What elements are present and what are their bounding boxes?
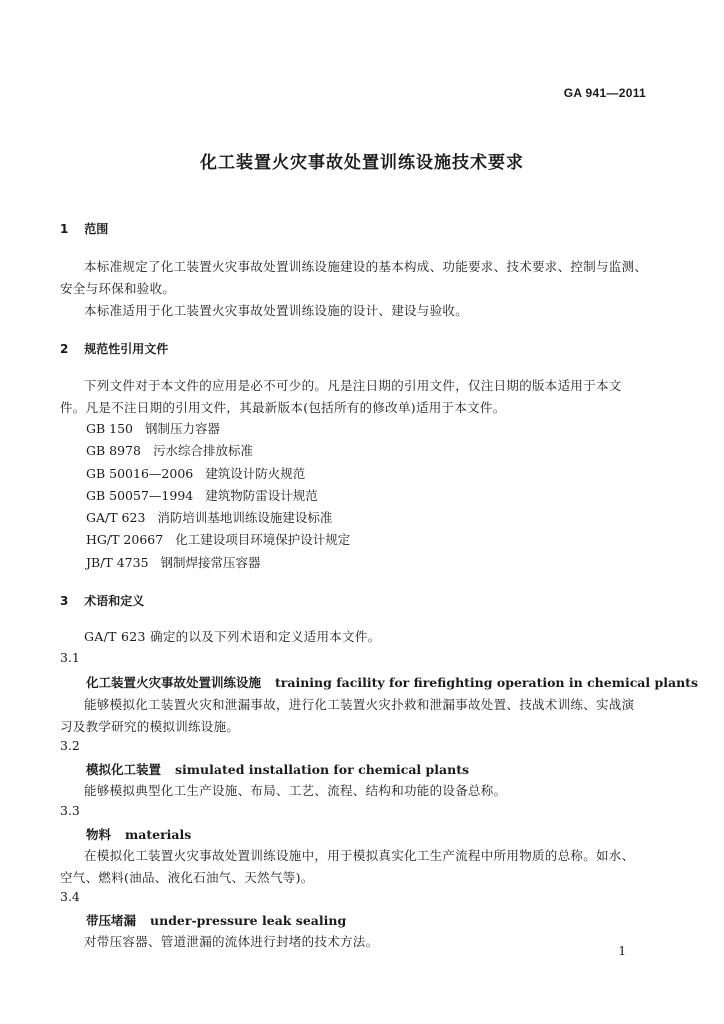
reference-code: GB 50057—1994 xyxy=(86,487,194,503)
normative-intro-line-2: 件。凡是不注日期的引用文件，其最新版本(包括所有的修改单)适用于本文件。 xyxy=(60,400,506,415)
term-heading xyxy=(86,760,469,778)
term-definition-line-1: 在模拟化工装置火灾事故处置训练设施中，用于模拟真实化工生产流程中所用物质的总称。如水、 xyxy=(84,848,635,863)
reference-title: 钢制焊接常压容器 xyxy=(160,554,261,570)
term-definition xyxy=(60,694,660,738)
term-definition xyxy=(60,780,660,802)
scope-paragraph-2 xyxy=(60,300,660,322)
reference-title: 化工建设项目环境保护设计规定 xyxy=(175,532,351,548)
normative-intro-line-1: 下列文件对于本文件的应用是必不可少的。凡是注日期的引用文件，仅注日期的版本适用于本文 xyxy=(84,378,622,393)
reference-item xyxy=(86,485,350,507)
term-heading xyxy=(86,673,698,691)
term-heading xyxy=(86,825,191,843)
reference-code: GB 8978 xyxy=(86,443,141,459)
reference-title: 消防培训基地训练设施建设标准 xyxy=(157,510,333,526)
reference-title: 污水综合排放标准 xyxy=(152,443,253,459)
section-number: 2 xyxy=(60,342,69,356)
section-2-heading xyxy=(60,340,168,357)
term-number: 3.1 xyxy=(60,650,80,665)
term-definition-line-1: 能够模拟典型化工生产设施、布局、工艺、流程、结构和功能的设备总称。 xyxy=(84,783,507,798)
reference-item xyxy=(86,529,350,551)
section-3-heading xyxy=(60,592,144,609)
term-cn: 化工装置火灾事故处置训练设施 xyxy=(86,675,262,690)
term-number: 3.3 xyxy=(60,803,80,818)
term-en: training facility for firefighting operation in chemical plants xyxy=(275,675,698,690)
reference-code: GB 50016—2006 xyxy=(86,465,194,481)
section-title: 规范性引用文件 xyxy=(84,342,169,356)
term-definition-line-1: 对带压容器、管道泄漏的流体进行封堵的技术方法。 xyxy=(84,934,379,949)
term-definition xyxy=(60,845,660,889)
section-number: 1 xyxy=(60,222,69,236)
term-cn: 物料 xyxy=(86,827,112,842)
reference-item xyxy=(86,507,350,529)
page-number: 1 xyxy=(618,944,626,958)
term-definition-line-2: 习及教学研究的模拟训练设施。 xyxy=(60,719,240,734)
section-title: 术语和定义 xyxy=(84,594,145,608)
term-definition-line-1: 能够模拟化工装置火灾和泄漏事故，进行化工装置火灾扑救和泄漏事故处置、技战术训练、实战演 xyxy=(84,697,635,712)
term-cn: 模拟化工装置 xyxy=(86,762,162,777)
term-definition xyxy=(60,931,660,953)
term-number: 3.2 xyxy=(60,738,80,753)
reference-title: 建筑物防雷设计规范 xyxy=(205,487,318,503)
term-number: 3.4 xyxy=(60,889,80,904)
scope-line-2: 安全与环保和验收。 xyxy=(60,281,176,296)
term-cn: 带压堵漏 xyxy=(86,913,137,928)
term-en: under-pressure leak sealing xyxy=(150,913,347,928)
terms-intro-text: GA/T 623 确定的以及下列术语和定义适用本文件。 xyxy=(84,629,381,644)
page-title: 化工装置火灾事故处置训练设施技术要求 xyxy=(200,153,524,173)
normative-intro xyxy=(60,375,660,419)
reference-code: JB/T 4735 xyxy=(86,554,149,570)
reference-item xyxy=(86,463,350,485)
reference-title: 钢制压力容器 xyxy=(145,421,221,436)
reference-list xyxy=(86,418,350,574)
reference-item xyxy=(86,440,350,462)
section-number: 3 xyxy=(60,594,69,608)
term-en: simulated installation for chemical plants xyxy=(175,762,470,777)
reference-item xyxy=(86,418,350,440)
scope-line-1: 本标准规定了化工装置火灾事故处置训练设施建设的基本构成、功能要求、技术要求、控制与监测、 xyxy=(84,259,648,274)
reference-code: HG/T 20667 xyxy=(86,532,164,548)
section-1-heading xyxy=(60,220,108,237)
scope-paragraph-1 xyxy=(60,256,660,300)
term-definition-line-2: 空气、燃料(油品、液化石油气、天然气等)。 xyxy=(60,870,314,885)
reference-title: 建筑设计防火规范 xyxy=(205,465,306,481)
reference-code: GB 150 xyxy=(86,421,134,436)
term-heading xyxy=(86,911,346,929)
document-code: GA 941—2011 xyxy=(563,86,646,100)
reference-item xyxy=(86,552,350,574)
scope-line-3: 本标准适用于化工装置火灾事故处置训练设施的设计、建设与验收。 xyxy=(84,303,469,318)
section-title: 范围 xyxy=(84,222,109,236)
terms-intro xyxy=(60,626,660,648)
term-en: materials xyxy=(125,827,192,842)
reference-code: GA/T 623 xyxy=(86,510,146,526)
